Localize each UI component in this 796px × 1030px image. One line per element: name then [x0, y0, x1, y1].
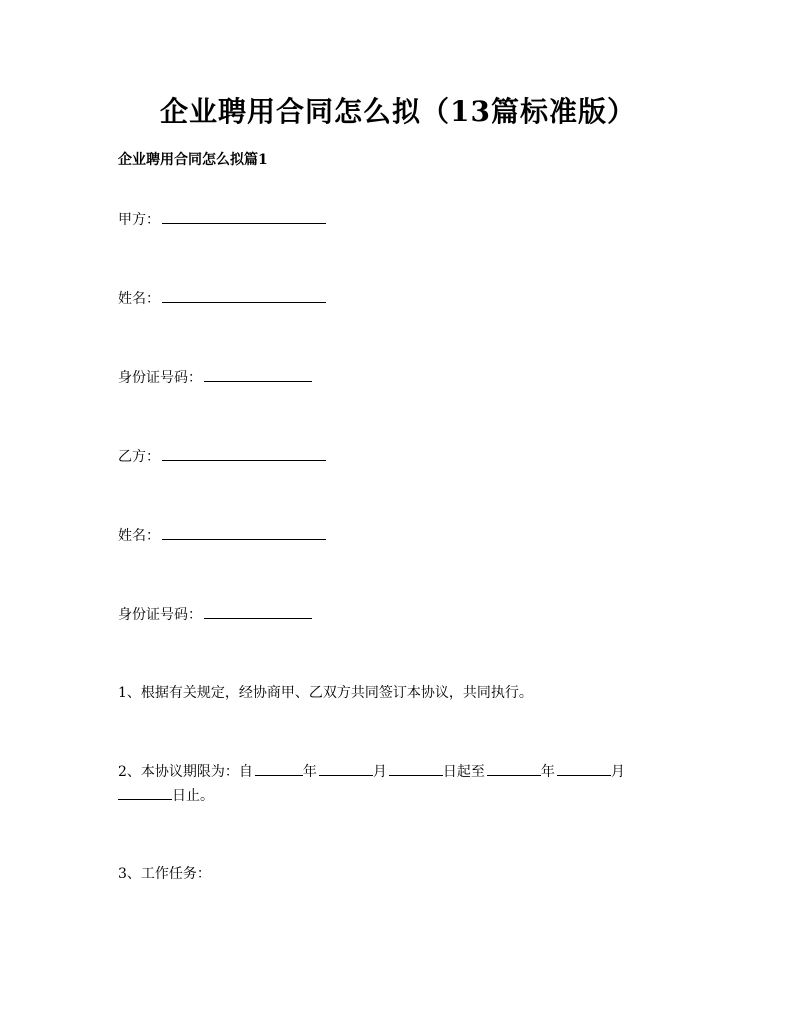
name-b-blank — [162, 525, 326, 540]
month-1-label: 月 — [372, 764, 387, 780]
party-a-line — [118, 208, 326, 232]
id-a-line — [118, 366, 312, 390]
party-b-line — [118, 445, 326, 469]
month-2-blank — [557, 761, 611, 776]
party-b-label: 乙方： — [118, 449, 160, 465]
clause-1: 1、根据有关规定，经协商甲、乙双方共同签订本协议，共同执行。 — [118, 685, 533, 701]
year-1-label: 年 — [302, 764, 317, 780]
document-title: 企业聘用合同怎么拟（13篇标准版） — [160, 95, 636, 128]
from-label: 日起至 — [442, 764, 485, 780]
id-b-line — [118, 603, 312, 627]
name-a-line — [118, 287, 326, 311]
month-1-blank — [319, 761, 373, 776]
year-1-blank — [255, 761, 303, 776]
day-1-blank — [389, 761, 443, 776]
party-b-blank — [162, 446, 326, 461]
clause-2-prefix: 2、本协议期限为：自 — [118, 764, 253, 780]
year-2-blank — [487, 761, 541, 776]
party-a-label: 甲方： — [118, 212, 160, 228]
id-b-blank — [204, 604, 312, 619]
day-2-blank — [118, 785, 172, 800]
year-2-label: 年 — [540, 764, 555, 780]
id-a-blank — [204, 367, 312, 382]
name-a-label: 姓名： — [118, 291, 160, 307]
id-b-label: 身份证号码： — [118, 607, 202, 623]
id-a-label: 身份证号码： — [118, 370, 202, 386]
clause-2-line-2 — [118, 784, 214, 808]
clause-2-end: 日止。 — [172, 788, 214, 804]
name-b-label: 姓名： — [118, 528, 160, 544]
name-a-blank — [162, 288, 326, 303]
clause-2-line-1 — [118, 760, 625, 784]
name-b-line — [118, 524, 326, 548]
section-heading: 企业聘用合同怎么拟篇1 — [118, 152, 268, 168]
clause-3: 3、工作任务： — [118, 866, 211, 882]
month-2-label: 月 — [610, 764, 625, 780]
party-a-blank — [162, 209, 326, 224]
